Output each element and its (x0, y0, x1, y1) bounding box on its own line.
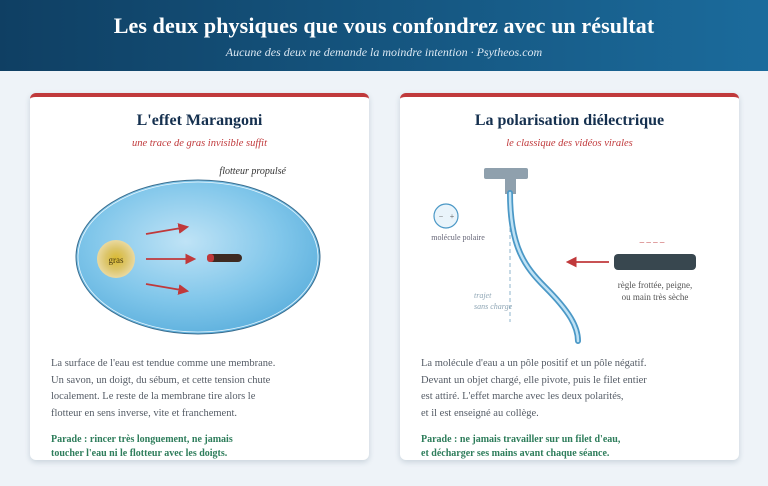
water-stream (510, 193, 578, 341)
rod-label: ou main très sèche (621, 292, 689, 302)
body-line: flotteur en sens inverse, vite et franchement. (51, 407, 238, 419)
float-label: flotteur propulsé (219, 166, 286, 177)
molecule-label: molécule polaire (431, 233, 485, 242)
rod-label: règle frottée, peigne, (617, 280, 693, 290)
page-title: Les deux physiques que vous confondrez avec un résultat (113, 13, 655, 38)
tip-line: Parade : rincer très longuement, ne jamais (51, 434, 233, 445)
body-line: est attiré. L'effet marche avec les deux polarités, (421, 391, 624, 402)
body-line: Devant un objet chargé, elle pivote, puis le filet entier (421, 374, 647, 386)
polarisation-figure (400, 157, 739, 347)
charged-rod (614, 254, 696, 270)
charge-signs: – – – – (639, 237, 665, 247)
body-line: Un savon, un doigt, du sébum, et cette tension chute (51, 374, 271, 386)
card-title: L'effet Marangoni (136, 112, 263, 129)
body-line: localement. Le reste de la membrane tire alors le (51, 391, 256, 402)
trajectory-label: sans charge (474, 302, 513, 311)
card-tip (421, 433, 721, 460)
tap-icon (484, 168, 528, 179)
tip-line: Parade : ne jamais travailler sur un filet d'eau, (421, 434, 621, 445)
float-boat-tip (207, 254, 214, 262)
card-tagline: une trace de gras invisible suffit (131, 138, 268, 149)
marangoni-figure (30, 157, 369, 347)
card-body (421, 356, 721, 422)
card-marangoni (30, 93, 369, 460)
molecule-plus: + (449, 212, 455, 221)
body-line: et il est enseigné au collège. (421, 407, 539, 419)
grease-label: gras (108, 255, 124, 265)
card-polarisation (400, 93, 739, 460)
card-tip (51, 433, 351, 460)
page-subtitle: Aucune des deux ne demande la moindre intention · Psytheos.com (225, 45, 543, 59)
card-body (51, 356, 351, 422)
body-line: La surface de l'eau est tendue comme une membrane. (51, 358, 276, 369)
body-line: La molécule d'eau a un pôle positif et un pôle négatif. (421, 358, 647, 369)
tip-line: toucher l'eau ni le flotteur avec les doigts. (51, 447, 228, 459)
molecule-icon (434, 204, 458, 228)
card-tagline: le classique des vidéos virales (506, 138, 633, 149)
header-banner (0, 0, 768, 71)
card-title: La polarisation diélectrique (474, 112, 665, 129)
trajectory-label: trajet (474, 291, 492, 300)
tip-line: et décharger ses mains avant chaque séance. (421, 447, 610, 459)
molecule-minus: − (438, 212, 444, 221)
